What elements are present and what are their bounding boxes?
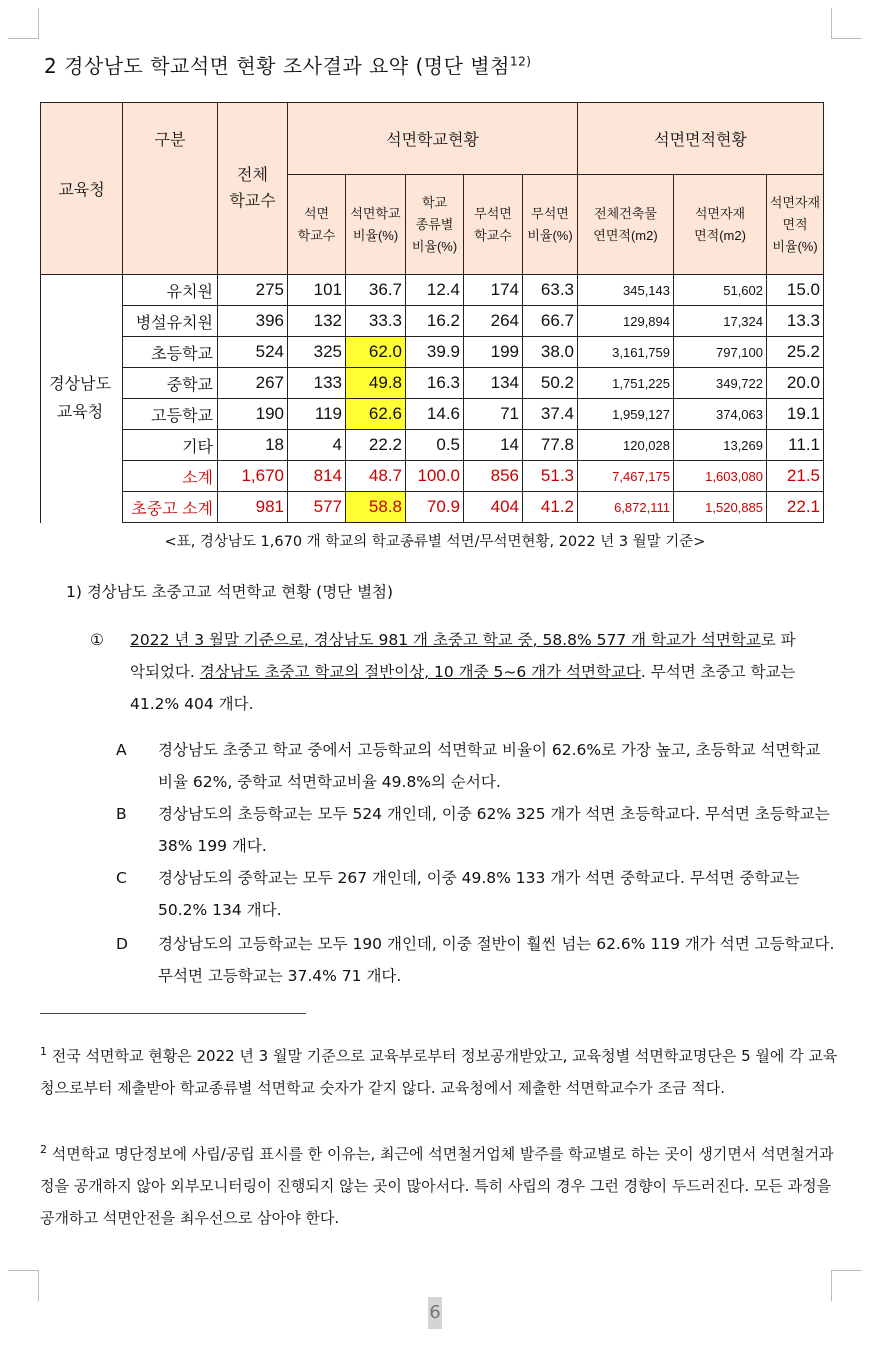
list-item-text: 경상남도의 고등학교는 모두 190 개인데, 이중 절반이 훨씬 넘는 62.6% 119 개가 석면 고등학교다. 무석면 고등학교는 37.4% 71 개다. xyxy=(158,935,835,985)
type-rate-cell: 12.4 xyxy=(406,275,464,306)
total-cell: 981 xyxy=(218,492,288,523)
footnote-mark: 2 xyxy=(40,1143,47,1156)
footnote-mark: 1 xyxy=(40,1045,47,1058)
table-row xyxy=(41,461,824,492)
subsection-heading: 1) 경상남도 초중고교 석면학교 현황 (명단 별첨) xyxy=(66,583,394,601)
asb-area-cell: 374,063 xyxy=(674,399,767,430)
paragraph-1 xyxy=(90,624,810,720)
table-row xyxy=(41,337,824,368)
area-rate-cell: 13.3 xyxy=(767,306,824,337)
page-number: 6 xyxy=(428,1297,442,1329)
asb-cell: 101 xyxy=(288,275,346,306)
list-item-b xyxy=(116,798,836,862)
total-cell: 1,670 xyxy=(218,461,288,492)
category-cell: 고등학교 xyxy=(123,399,218,430)
title-footnote-ref: 12) xyxy=(509,54,532,69)
section-title xyxy=(44,50,531,79)
header-type-rate: 학교 종류별 비율(%) xyxy=(406,175,464,275)
footnote-1 xyxy=(40,1036,840,1104)
list-item-text: 경상남도의 초등학교는 모두 524 개인데, 이중 62% 325 개가 석면 초등학교다. 무석면 초등학교는 38% 199 개다. xyxy=(158,805,830,855)
header-asbestos-area: 석면면적현황 xyxy=(578,103,824,175)
asb-cell: 132 xyxy=(288,306,346,337)
type-rate-cell: 39.9 xyxy=(406,337,464,368)
header-total-floor-area: 전체건축물 연면적(m2) xyxy=(578,175,674,275)
total-cell: 524 xyxy=(218,337,288,368)
asb-cell: 133 xyxy=(288,368,346,399)
list-marker: B xyxy=(116,805,127,823)
area-cell: 120,028 xyxy=(578,430,674,461)
non-rate-cell: 37.4 xyxy=(523,399,578,430)
header-non-asbestos-count: 무석면 학교수 xyxy=(464,175,523,275)
list-marker: A xyxy=(116,741,127,759)
underlined-text-2: 경상남도 초중고 학교의 절반이상, 10 개중 5~6 개가 석면학교다 xyxy=(199,663,641,681)
org-cell: 경상남도 교육청 xyxy=(41,275,123,523)
non-cell: 134 xyxy=(464,368,523,399)
asb-area-cell: 1,520,885 xyxy=(674,492,767,523)
category-cell: 초등학교 xyxy=(123,337,218,368)
type-rate-cell: 16.3 xyxy=(406,368,464,399)
table-row xyxy=(41,368,824,399)
area-rate-cell: 15.0 xyxy=(767,275,824,306)
area-rate-cell: 22.1 xyxy=(767,492,824,523)
asb-area-cell: 13,269 xyxy=(674,430,767,461)
category-cell: 기타 xyxy=(123,430,218,461)
asb-area-cell: 17,324 xyxy=(674,306,767,337)
list-item-a xyxy=(116,734,836,798)
total-cell: 267 xyxy=(218,368,288,399)
total-cell: 18 xyxy=(218,430,288,461)
area-cell: 345,143 xyxy=(578,275,674,306)
asb-area-cell: 349,722 xyxy=(674,368,767,399)
asb-rate-cell: 36.7 xyxy=(346,275,406,306)
asb-cell: 814 xyxy=(288,461,346,492)
list-item-text: 경상남도의 중학교는 모두 267 개인데, 이중 49.8% 133 개가 석면 중학교다. 무석면 중학교는 50.2% 134 개다. xyxy=(158,869,800,919)
non-cell: 856 xyxy=(464,461,523,492)
asb-rate-cell: 49.8 xyxy=(346,368,406,399)
area-rate-cell: 21.5 xyxy=(767,461,824,492)
header-total-schools: 전체 학교수 xyxy=(218,103,288,275)
asb-area-cell: 51,602 xyxy=(674,275,767,306)
area-rate-cell: 20.0 xyxy=(767,368,824,399)
section-title-text: 2 경상남도 학교석면 현황 조사결과 요약 (명단 별첨 xyxy=(44,54,510,78)
non-cell: 404 xyxy=(464,492,523,523)
asb-rate-cell: 58.8 xyxy=(346,492,406,523)
footnote-2 xyxy=(40,1134,840,1234)
area-cell: 129,894 xyxy=(578,306,674,337)
header-asbestos-schools: 석면학교현황 xyxy=(288,103,578,175)
type-rate-cell: 0.5 xyxy=(406,430,464,461)
header-non-asbestos-rate: 무석면 비율(%) xyxy=(523,175,578,275)
type-rate-cell: 14.6 xyxy=(406,399,464,430)
asb-rate-cell: 62.6 xyxy=(346,399,406,430)
area-cell: 3,161,759 xyxy=(578,337,674,368)
area-rate-cell: 25.2 xyxy=(767,337,824,368)
crop-mark-top-left xyxy=(8,8,39,39)
header-asbestos-area-rate: 석면자재 면적 비율(%) xyxy=(767,175,824,275)
area-cell: 6,872,111 xyxy=(578,492,674,523)
non-rate-cell: 77.8 xyxy=(523,430,578,461)
asb-area-cell: 1,603,080 xyxy=(674,461,767,492)
table-caption: <표, 경상남도 1,670 개 학교의 학교종류별 석면/무석면현황, 2022 년 3 월말 기준> xyxy=(164,534,706,550)
category-cell: 중학교 xyxy=(123,368,218,399)
asb-cell: 4 xyxy=(288,430,346,461)
header-asbestos-material-area: 석면자재 면적(m2) xyxy=(674,175,767,275)
header-org: 교육청 xyxy=(41,103,123,275)
asb-cell: 325 xyxy=(288,337,346,368)
non-cell: 71 xyxy=(464,399,523,430)
table-row xyxy=(41,275,824,306)
list-marker: C xyxy=(116,869,127,887)
total-cell: 396 xyxy=(218,306,288,337)
asb-cell: 577 xyxy=(288,492,346,523)
asb-rate-cell: 48.7 xyxy=(346,461,406,492)
asb-rate-cell: 33.3 xyxy=(346,306,406,337)
table-row xyxy=(41,430,824,461)
paragraph-marker: ① xyxy=(90,631,104,649)
asb-area-cell: 797,100 xyxy=(674,337,767,368)
type-rate-cell: 100.0 xyxy=(406,461,464,492)
non-cell: 264 xyxy=(464,306,523,337)
non-rate-cell: 38.0 xyxy=(523,337,578,368)
area-rate-cell: 19.1 xyxy=(767,399,824,430)
non-rate-cell: 51.3 xyxy=(523,461,578,492)
underlined-text-1: 2022 년 3 월말 기준으로, 경상남도 981 개 초중고 학교 중, 58.8% 577 개 학교가 석면학교 xyxy=(130,631,761,649)
area-cell: 1,959,127 xyxy=(578,399,674,430)
list-marker: D xyxy=(116,935,128,953)
header-category: 구분 xyxy=(123,103,218,275)
type-rate-cell: 16.2 xyxy=(406,306,464,337)
non-rate-cell: 63.3 xyxy=(523,275,578,306)
area-cell: 1,751,225 xyxy=(578,368,674,399)
category-cell: 유치원 xyxy=(123,275,218,306)
asb-rate-cell: 62.0 xyxy=(346,337,406,368)
non-cell: 174 xyxy=(464,275,523,306)
footnote-text: 전국 석면학교 현황은 2022 년 3 월말 기준으로 교육부로부터 정보공개받았고, 교육청별 석면학교명단은 5 월에 각 교육청으로부터 제출받아 학교종류별 석면학교 숫자가 같지 않다. 교육청에서 제출한 석면학교수가 조금 적다. xyxy=(40,1047,838,1097)
asbestos-summary-table xyxy=(40,102,824,523)
table-row xyxy=(41,492,824,523)
table-row xyxy=(41,306,824,337)
list-item-d xyxy=(116,928,836,992)
type-rate-cell: 70.9 xyxy=(406,492,464,523)
table-row xyxy=(41,399,824,430)
area-rate-cell: 11.1 xyxy=(767,430,824,461)
non-rate-cell: 50.2 xyxy=(523,368,578,399)
category-cell: 초중고 소계 xyxy=(123,492,218,523)
area-cell: 7,467,175 xyxy=(578,461,674,492)
non-cell: 199 xyxy=(464,337,523,368)
total-cell: 275 xyxy=(218,275,288,306)
list-item-text: 경상남도 초중고 학교 중에서 고등학교의 석면학교 비율이 62.6%로 가장 높고, 초등학교 석면학교 비율 62%, 중학교 석면학교비율 49.8%의 순서다. xyxy=(158,741,821,791)
category-cell: 소계 xyxy=(123,461,218,492)
header-asbestos-count: 석면 학교수 xyxy=(288,175,346,275)
non-rate-cell: 41.2 xyxy=(523,492,578,523)
crop-mark-bottom-left xyxy=(8,1270,39,1301)
crop-mark-top-right xyxy=(831,8,862,39)
footnote-divider xyxy=(40,1013,306,1014)
paragraph-text-2: . 무석면 초중고 학교는 41.2% 404 개다. xyxy=(130,663,796,713)
asb-rate-cell: 22.2 xyxy=(346,430,406,461)
paragraph-text-1: 로 파악되었다. xyxy=(130,631,796,681)
header-asbestos-rate: 석면학교 비율(%) xyxy=(346,175,406,275)
crop-mark-bottom-right xyxy=(831,1270,862,1301)
category-cell: 병설유치원 xyxy=(123,306,218,337)
total-cell: 190 xyxy=(218,399,288,430)
list-item-c xyxy=(116,862,836,926)
non-cell: 14 xyxy=(464,430,523,461)
non-rate-cell: 66.7 xyxy=(523,306,578,337)
asb-cell: 119 xyxy=(288,399,346,430)
footnote-text: 석면학교 명단정보에 사립/공립 표시를 한 이유는, 최근에 석면철거업체 발주를 학교별로 하는 곳이 생기면서 석면철거과정을 공개하지 않아 외부모니터링이 진행되지 않는 곳이 많아서다. 특히 사립의 경우 그런 경향이 두드러진다. 모든 과정을 공개하고 석면안전을 최우선으로 삼아야 한다. xyxy=(40,1145,834,1227)
